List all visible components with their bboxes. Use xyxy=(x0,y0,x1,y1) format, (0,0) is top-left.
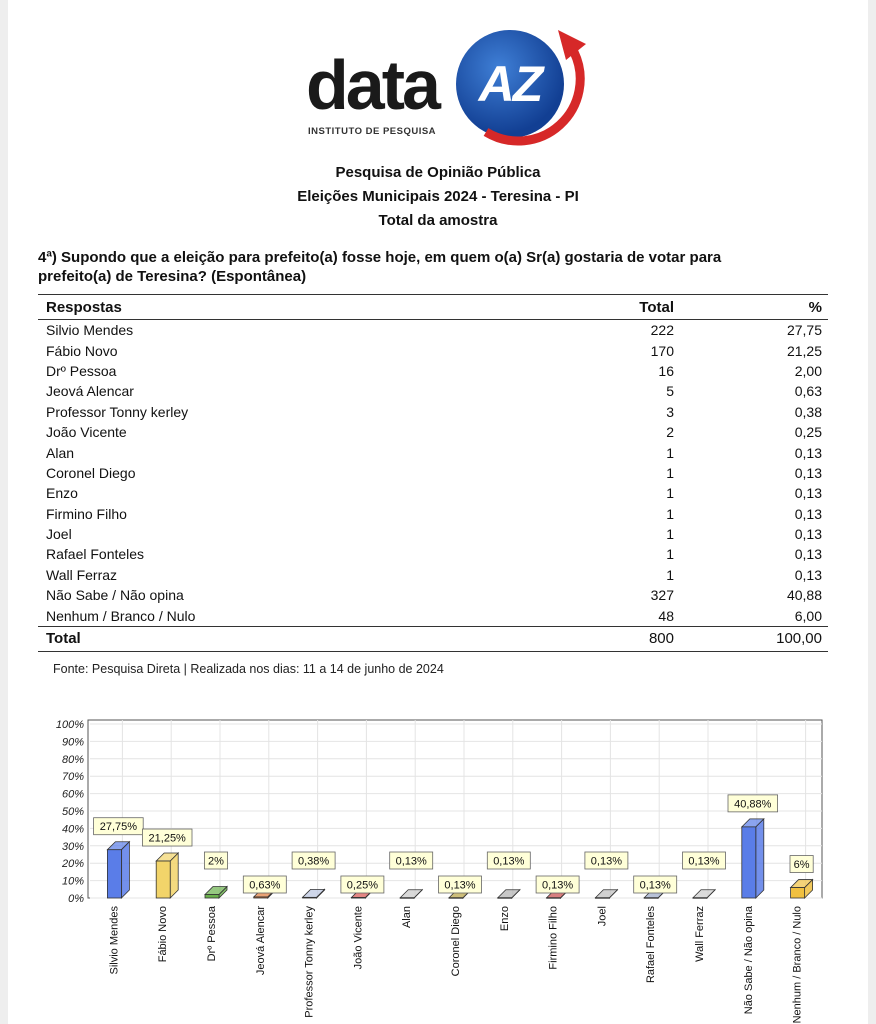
data-label: 0,13% xyxy=(395,855,427,868)
cell-response: Não Sabe / Não opina xyxy=(46,587,184,604)
cell-total: 1 xyxy=(666,485,674,502)
data-label: 27,75% xyxy=(99,821,138,834)
bar xyxy=(156,861,170,898)
x-tick-label: Coronel Diego xyxy=(450,906,462,977)
data-label: 21,25% xyxy=(148,832,186,845)
cell-percent: 0,38 xyxy=(794,403,822,420)
cell-total: 1 xyxy=(666,546,674,563)
bar xyxy=(498,898,512,899)
y-tick-label: 20% xyxy=(61,858,84,871)
y-tick-label: 40% xyxy=(61,823,84,836)
data-label: 0,13% xyxy=(590,855,623,868)
cell-total: 1 xyxy=(666,566,674,583)
y-tick-label: 100% xyxy=(55,719,84,731)
cell-response: Enzo xyxy=(46,485,78,502)
plot-frame xyxy=(88,720,822,898)
logo-subtitle: INSTITUTO DE PESQUISA xyxy=(308,126,437,137)
cell-total: 1 xyxy=(666,505,674,522)
x-tick-label: Enzo xyxy=(498,906,511,932)
cell-response: Drº Pessoa xyxy=(46,362,117,379)
cell-percent: 0,13 xyxy=(794,566,822,583)
bar-side xyxy=(121,842,129,898)
bar xyxy=(644,898,658,899)
cell-total: 170 xyxy=(650,342,674,359)
cell-total: 800 xyxy=(516,626,674,651)
cell-percent: 6,00 xyxy=(794,607,822,624)
x-tick-label: Rafael Fonteles xyxy=(645,906,658,984)
bar xyxy=(400,898,414,899)
logo-az: AZ xyxy=(478,56,542,112)
x-tick-label: Jeová Alencar xyxy=(254,906,267,976)
cell-percent: 40,88 xyxy=(786,587,822,604)
cell-response: Wall Ferraz xyxy=(46,566,118,583)
x-tick-label: Professor Tonny kerley xyxy=(303,906,316,1018)
x-tick-label: Joel xyxy=(596,906,609,927)
cell-total: 222 xyxy=(650,322,674,339)
cell-response: João Vicente xyxy=(46,424,127,441)
x-tick-label: Firmino Filho xyxy=(547,906,560,970)
cell-response: Total xyxy=(38,626,516,651)
data-label: 0,13% xyxy=(688,855,720,868)
cell-response: Nenhum / Branco / Nulo xyxy=(46,607,196,624)
x-tick-label: Alan xyxy=(401,906,414,929)
cell-response: Respostas xyxy=(38,295,516,320)
cell-response: Coronel Diego xyxy=(46,464,136,481)
cell-percent: 21,25 xyxy=(786,342,822,359)
data-label: 0,13% xyxy=(639,879,671,892)
cell-response: Rafael Fonteles xyxy=(46,546,145,563)
x-tick-label: João Vicente xyxy=(352,906,365,970)
x-tick-label: Nenhum / Branco / Nulo xyxy=(791,906,804,1024)
cell-percent: 0,13 xyxy=(794,464,822,481)
y-tick-label: 10% xyxy=(61,875,84,888)
bar xyxy=(254,897,268,898)
bar xyxy=(595,898,609,899)
cell-response: Professor Tonny kerley xyxy=(46,403,189,420)
cell-percent: 2,00 xyxy=(794,362,822,379)
cell-total: 16 xyxy=(658,362,674,379)
cell-percent: 0,13 xyxy=(794,546,822,563)
cell-response: Alan xyxy=(46,444,75,461)
cell-response: Jeová Alencar xyxy=(46,383,134,400)
cell-percent: 0,63 xyxy=(794,383,822,400)
bar-side xyxy=(756,819,764,898)
y-tick-label: 70% xyxy=(61,771,84,784)
cell-percent: 0,13 xyxy=(794,526,822,543)
data-label: 40,88% xyxy=(734,798,772,811)
bar xyxy=(791,888,805,898)
cell-percent: % xyxy=(674,295,828,320)
y-tick-label: 30% xyxy=(61,840,84,853)
bar xyxy=(351,898,365,899)
y-tick-label: 60% xyxy=(61,788,84,801)
x-tick-label: Drº Pessoa xyxy=(206,906,218,962)
cell-response: Firmino Filho xyxy=(46,505,127,522)
cell-total: 5 xyxy=(666,383,674,400)
bar xyxy=(303,897,317,898)
cell-percent: 0,25 xyxy=(794,424,822,441)
cell-total: 3 xyxy=(666,403,674,420)
data-label: 0,13% xyxy=(541,879,574,892)
cell-response: Joel xyxy=(46,526,72,543)
x-tick-label: Fábio Novo xyxy=(157,906,170,963)
data-label: 2% xyxy=(208,855,224,868)
cell-response: Fábio Novo xyxy=(46,342,118,359)
bar xyxy=(742,827,756,898)
cell-total: 1 xyxy=(666,526,674,543)
data-label: 0,13% xyxy=(493,855,525,868)
data-label: 0,25% xyxy=(346,879,379,892)
data-label: 6% xyxy=(793,859,810,872)
source-note: Fonte: Pesquisa Direta | Realizada nos dias: 11 a 14 de junho de 2024 xyxy=(53,662,444,676)
cell-percent: 27,75 xyxy=(786,322,822,339)
data-label: 0,63% xyxy=(249,879,281,892)
x-tick-label: Silvio Mendes xyxy=(108,906,121,975)
cell-total: Total xyxy=(516,295,674,320)
cell-percent: 0,13 xyxy=(794,505,822,522)
y-tick-label: 50% xyxy=(61,806,84,818)
survey-title: Pesquisa de Opinião Pública xyxy=(335,164,541,181)
cell-total: 48 xyxy=(658,607,674,624)
bar xyxy=(547,898,561,899)
bar xyxy=(693,898,707,899)
data-label: 0,13% xyxy=(444,879,476,892)
y-tick-label: 0% xyxy=(68,893,84,905)
y-tick-label: 80% xyxy=(61,753,84,766)
y-tick-label: 90% xyxy=(61,736,84,749)
cell-total: 1 xyxy=(666,444,674,461)
question-text: 4ª) Supondo que a eleição para prefeito(a) fosse hoje, em quem o(a) Sr(a) gostaria de votar para prefeito(a) de Teresina? (Espontânea) xyxy=(38,249,722,285)
x-tick-label: Não Sabe / Não opina xyxy=(742,906,755,1015)
survey-sample: Total da amostra xyxy=(378,212,498,229)
cell-response: Silvio Mendes xyxy=(46,322,134,339)
x-tick-label: Wall Ferraz xyxy=(694,906,706,962)
bar xyxy=(205,895,219,898)
bar xyxy=(449,898,463,899)
cell-percent: 100,00 xyxy=(674,626,828,651)
cell-total: 327 xyxy=(650,587,674,604)
data-label: 0,38% xyxy=(297,855,330,868)
cell-percent: 0,13 xyxy=(794,444,822,461)
survey-election: Eleições Municipais 2024 - Teresina - PI xyxy=(297,188,579,205)
cell-percent: 0,13 xyxy=(794,485,822,502)
logo-word: data xyxy=(306,46,438,124)
cell-total: 2 xyxy=(666,424,674,441)
cell-total: 1 xyxy=(666,464,674,481)
bar xyxy=(107,850,121,898)
